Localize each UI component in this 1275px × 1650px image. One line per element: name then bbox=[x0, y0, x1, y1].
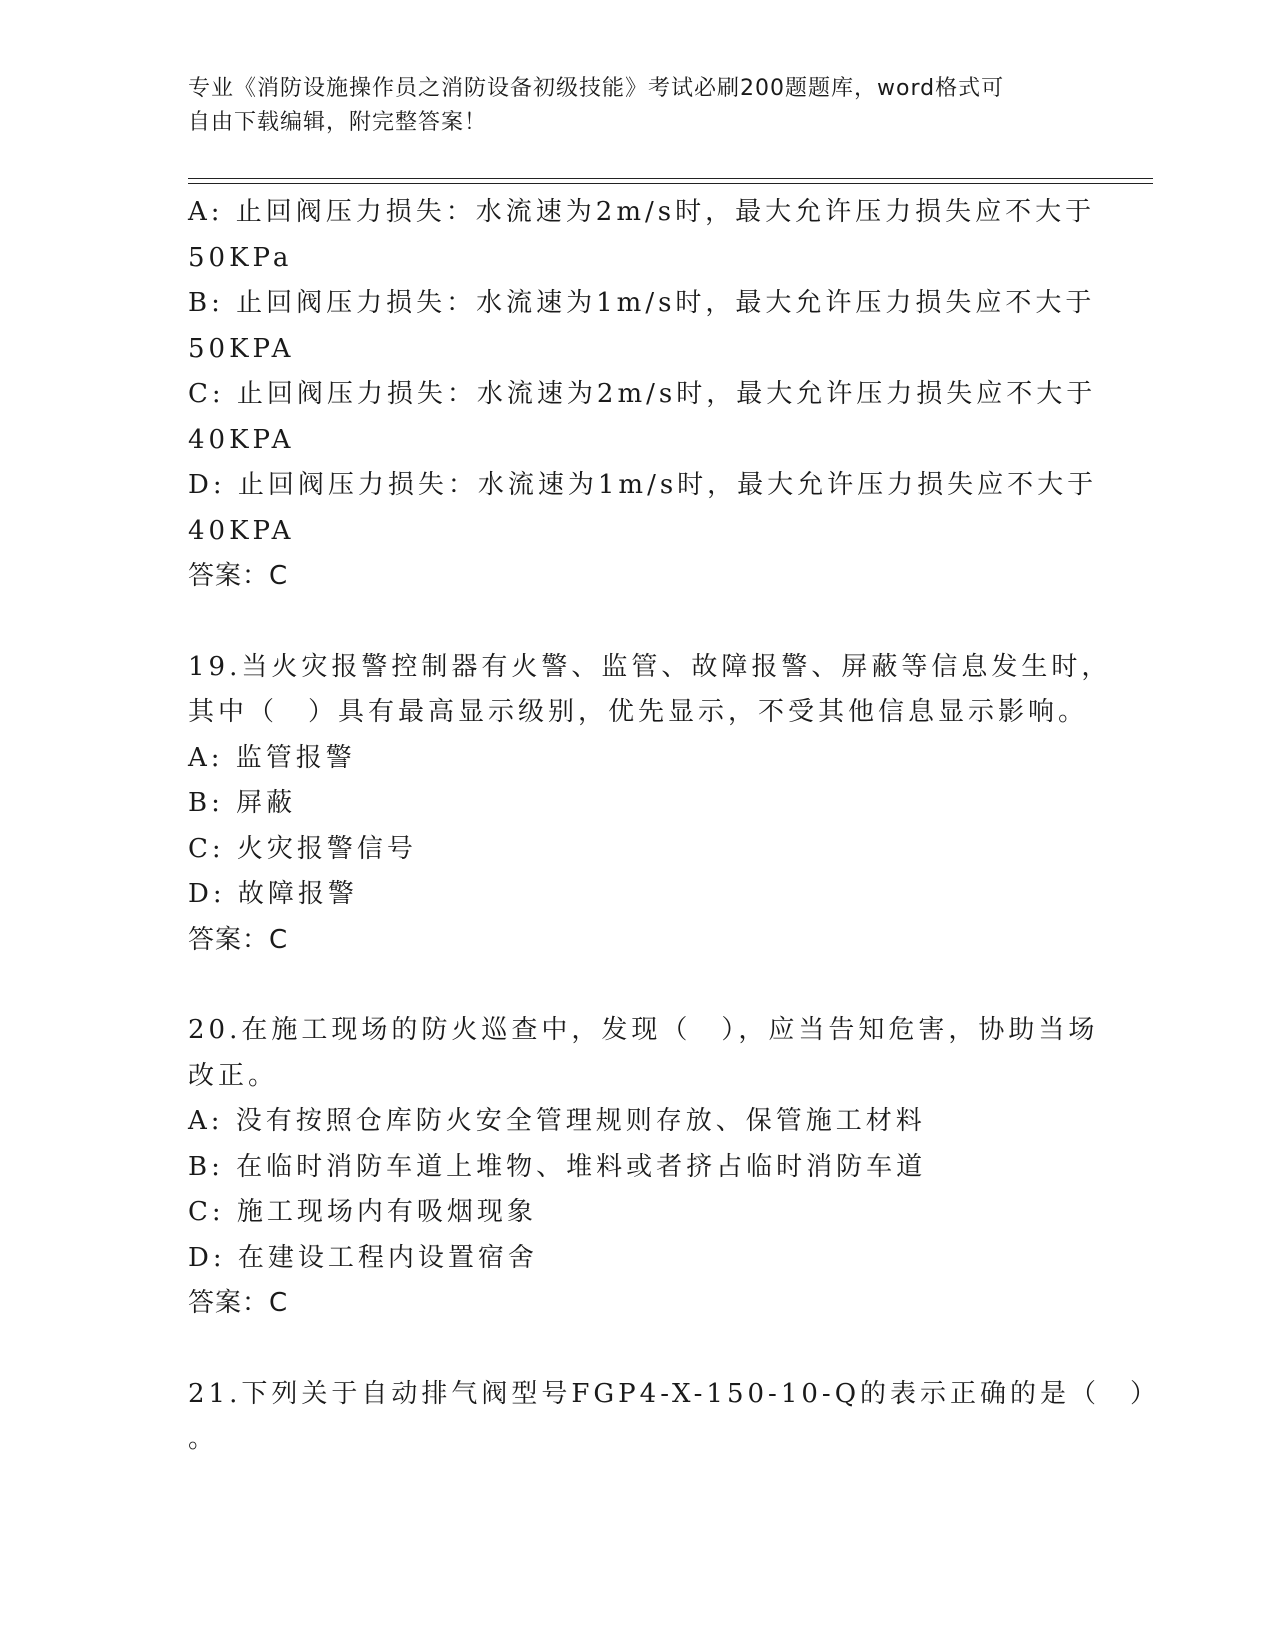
q18-option-c: C: 止回阀压力损失：水流速为2m/s时，最大允许压力损失应不大于 bbox=[188, 379, 1097, 409]
q18-option-d: D: 止回阀压力损失：水流速为1m/s时，最大允许压力损失应不大于 bbox=[188, 470, 1098, 500]
q20-option-b: B: 在临时消防车道上堆物、堆料或者挤占临时消防车道 bbox=[188, 1151, 927, 1182]
q19-option-c: C: 火灾报警信号 bbox=[188, 833, 417, 864]
question-20 bbox=[188, 1008, 1099, 1327]
q18-option-a: A: 止回阀压力损失：水流速为2m/s时，最大允许压力损失应不大于 bbox=[188, 197, 1096, 227]
q20-option-c: C: 施工现场内有吸烟现象 bbox=[188, 1197, 537, 1227]
q18-option-d-cont: 40KPA bbox=[188, 515, 295, 546]
question-19 bbox=[188, 645, 1112, 964]
q19-stem: 19.当火灾报警控制器有火警、监管、故障报警、屏蔽等信息发生时， bbox=[188, 651, 1112, 682]
spacer bbox=[188, 963, 1088, 1008]
q21-stem-cont: 。 bbox=[188, 1424, 219, 1454]
q19-option-b: B: 屏蔽 bbox=[188, 788, 297, 818]
q18-option-b: B: 止回阀压力损失：水流速为1m/s时，最大允许压力损失应不大于 bbox=[188, 288, 1096, 318]
document-body bbox=[188, 190, 1161, 1463]
q20-stem-cont: 改正。 bbox=[188, 1060, 279, 1091]
q20-stem: 20.在施工现场的防火巡查中，发现（ ），应当告知危害，协助当场 bbox=[188, 1015, 1099, 1045]
q19-stem-cont: 其中（ ）具有最高显示级别，优先显示，不受其他信息显示影响。 bbox=[188, 697, 1089, 727]
header-line-1: 专业《消防设施操作员之消防设备初级技能》考试必刷200题题库，word格式可 bbox=[188, 76, 1005, 101]
q18-option-a-cont: 50KPa bbox=[188, 242, 293, 273]
q20-answer: 答案：C bbox=[188, 1288, 289, 1318]
document-header bbox=[188, 72, 1068, 140]
q19-option-a: A: 监管报警 bbox=[188, 742, 356, 773]
question-21 bbox=[188, 1372, 1161, 1463]
question-18-options bbox=[188, 190, 1098, 600]
spacer bbox=[188, 600, 1088, 645]
q19-answer: 答案：C bbox=[188, 924, 289, 955]
q20-option-d: D: 在建设工程内设置宿舍 bbox=[188, 1242, 538, 1273]
q18-option-c-cont: 40KPA bbox=[188, 424, 295, 455]
q18-answer: 答案：C bbox=[188, 561, 289, 591]
q18-option-b-cont: 50KPA bbox=[188, 333, 295, 364]
q20-option-a: A: 没有按照仓库防火安全管理规则存放、保管施工材料 bbox=[188, 1106, 926, 1136]
spacer bbox=[188, 1327, 1088, 1372]
q19-option-d: D: 故障报警 bbox=[188, 879, 358, 909]
header-line-2: 自由下载编辑，附完整答案！ bbox=[188, 110, 488, 135]
header-divider-top bbox=[188, 178, 1153, 179]
q21-stem: 21.下列关于自动排气阀型号FGP4-X-150-10-Q的表示正确的是（ ） bbox=[188, 1378, 1161, 1409]
header-divider-bottom bbox=[188, 183, 1153, 184]
